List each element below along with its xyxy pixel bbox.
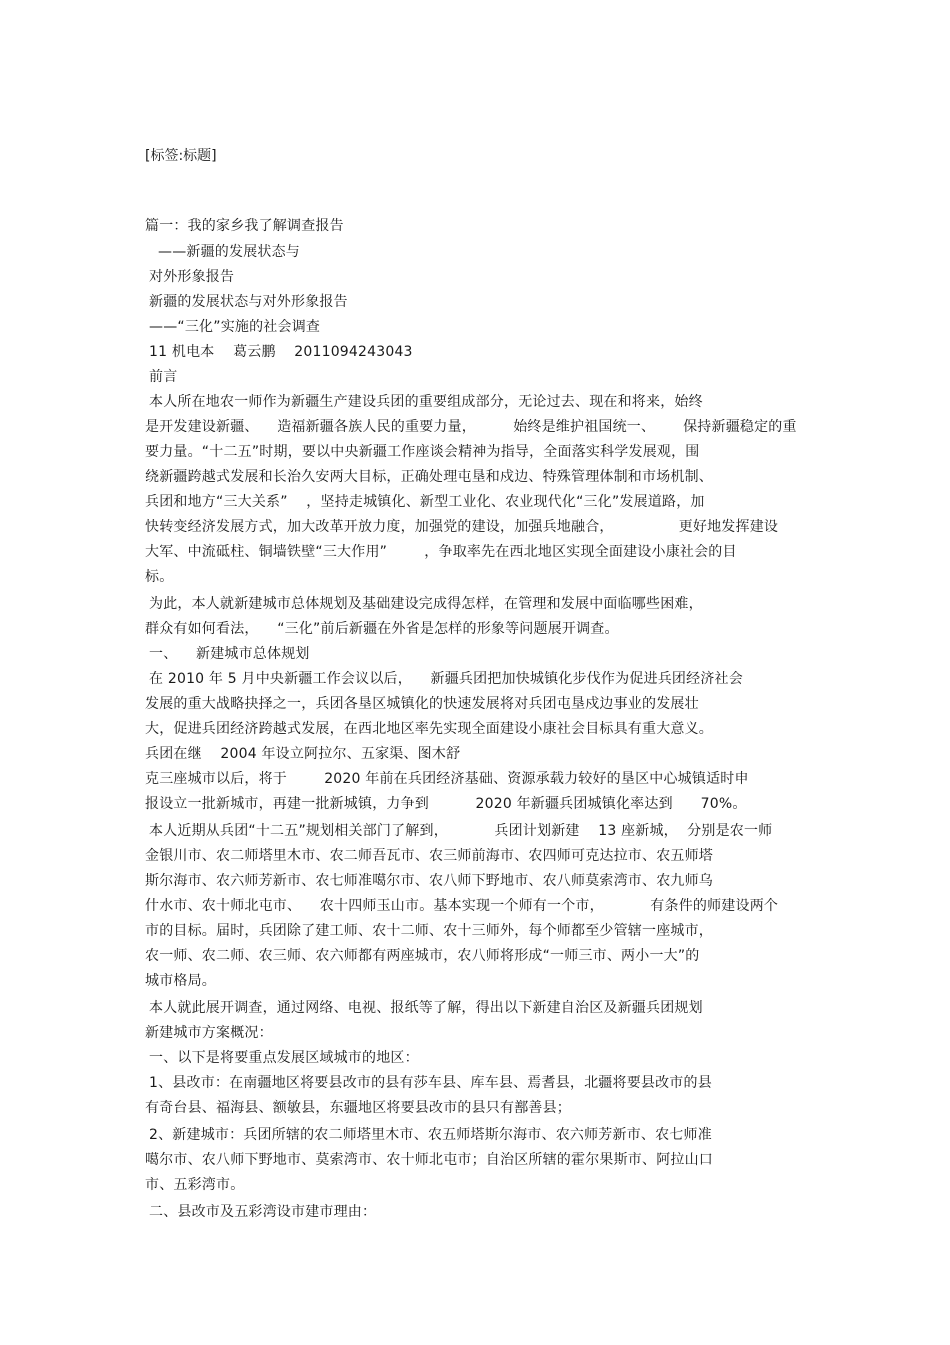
section-heading: 一、 新建城市总体规划 (149, 646, 310, 662)
paragraph-line: 快转变经济发展方式，加大改革开放力度，加强党的建设，加强兵地融合， 更好地发挥建设 (145, 519, 779, 535)
subtitle-line: ——新疆的发展状态与 (158, 244, 300, 260)
author-line: 11 机电本 葛云鹏 2011094243043 (149, 344, 413, 360)
report-title: 新疆的发展状态与对外形象报告 (149, 294, 348, 310)
paragraph-line: 农一师、农二师、农三师、农六师都有两座城市，农八师将形成“一师三市、两小一大”的 (145, 948, 700, 964)
paragraph-line: 兵团和地方“三大关系” ，坚持走城镇化、新型工业化、农业现代化“三化”发展道路，加 (145, 494, 705, 510)
paragraph-line: 本人近期从兵团“十二五”规划相关部门了解到， 兵团计划新建 13 座新城， 分别是农一师 (149, 823, 773, 839)
paragraph-line: 为此，本人就新建城市总体规划及基础建设完成得怎样，在管理和发展中面临哪些困难， (149, 596, 703, 612)
paragraph-line: 克三座城市以后，将于 2020 年前在兵团经济基础、资源承载力较好的垦区中心城镇适时申 (145, 771, 749, 787)
list-heading: 一、以下是将要重点发展区域城市的地区： (149, 1050, 419, 1066)
list-heading: 二、县改市及五彩湾设市建市理由： (149, 1204, 377, 1220)
subtitle-line: 对外形象报告 (149, 269, 235, 285)
document-tag: [标签:标题] (145, 148, 217, 164)
paragraph-line: 群众有如何看法， “三化”前后新疆在外省是怎样的形象等问题展开调查。 (145, 621, 619, 637)
list-item: 市、五彩湾市。 (145, 1177, 245, 1193)
paragraph-line: 报设立一批新城市，再建一批新城镇，力争到 2020 年新疆兵团城镇化率达到 70%。 (145, 796, 747, 812)
paragraph-line: 发展的重大战略抉择之一，兵团各垦区城镇化的快速发展将对兵团屯垦戍边事业的发展壮 (145, 696, 699, 712)
paragraph-line: 金银川市、农二师塔里木市、农二师吾瓦市、农三师前海市、农四师可克达拉市、农五师塔 (145, 848, 713, 864)
report-subtitle: ——“三化”实施的社会调查 (149, 319, 321, 335)
paragraph-line: 标。 (145, 569, 174, 585)
paragraph-line: 城市格局。 (145, 973, 216, 989)
paragraph-line: 市的目标。届时，兵团除了建工师、农十二师、农十三师外，每个师都至少管辖一座城市， (145, 923, 713, 939)
paragraph-line: 新建城市方案概况： (145, 1025, 273, 1041)
paragraph-line: 要力量。“十二五”时期，要以中央新疆工作座谈会精神为指导，全面落实科学发展观，围 (145, 444, 700, 460)
paragraph-line: 是开发建设新疆、 造福新疆各族人民的重要力量， 始终是维护祖国统一、 保持新疆稳定的重 (145, 419, 797, 435)
paragraph-line: 大，促进兵团经济跨越式发展，在西北地区率先实现全面建设小康社会目标具有重大意义。 (145, 721, 713, 737)
paragraph-line: 大军、中流砥柱、铜墙铁壁“三大作用” ，争取率先在西北地区实现全面建设小康社会的目 (145, 544, 737, 560)
preface-heading: 前言 (149, 369, 178, 385)
paragraph-line: 什水市、农十师北屯市、 农十四师玉山市。基本实现一个师有一个市， 有条件的师建设两个 (145, 898, 779, 914)
paragraph-line: 绕新疆跨越式发展和长治久安两大目标，正确处理屯垦和戍边、特殊管理体制和市场机制、 (145, 469, 713, 485)
list-item: 2、新建城市：兵团所辖的农二师塔里木市、农五师塔斯尔海市、农六师芳新市、农七师准 (149, 1127, 712, 1143)
list-item: 1、县改市：在南疆地区将要县改市的县有莎车县、库车县、焉耆县，北疆将要县改市的县 (149, 1075, 712, 1091)
list-item: 噶尔市、农八师下野地市、莫索湾市、农十师北屯市；自治区所辖的霍尔果斯市、阿拉山口 (145, 1152, 713, 1168)
paragraph-line: 斯尔海市、农六师芳新市、农七师准噶尔市、农八师下野地市、农八师莫索湾市、农九师乌 (145, 873, 713, 889)
paragraph-line: 在 2010 年 5 月中央新疆工作会议以后， 新疆兵团把加快城镇化步伐作为促进兵团经济社会 (149, 671, 743, 687)
list-item: 有奇台县、福海县、额敏县，东疆地区将要县改市的县只有鄯善县； (145, 1100, 571, 1116)
section-title: 篇一：我的家乡我了解调查报告 (145, 218, 344, 234)
paragraph-line: 本人所在地农一师作为新疆生产建设兵团的重要组成部分，无论过去、现在和将来，始终 (149, 394, 703, 410)
paragraph-line: 本人就此展开调查，通过网络、电视、报纸等了解，得出以下新建自治区及新疆兵团规划 (149, 1000, 703, 1016)
paragraph-line: 兵团在继 2004 年设立阿拉尔、五家渠、图木舒 (145, 746, 461, 762)
